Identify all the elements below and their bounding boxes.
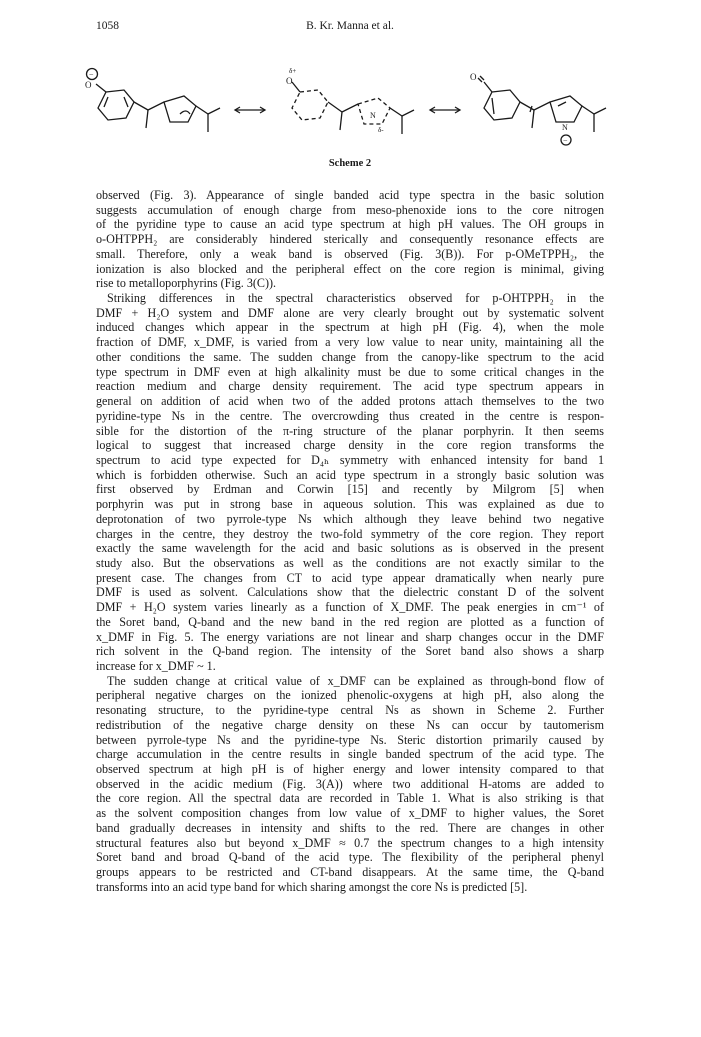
text-line: o-OHTPPH₂ are considerably hindered sterically and consequently resonance effects are <box>96 232 604 247</box>
text-line: porphyrin was put in strong base in aqueous solution. This was explained as due to <box>96 497 604 512</box>
text-line: suggests accumulation of enough charge from meso-phenoxide ions to the core nitrogen <box>96 202 604 217</box>
running-title: B. Kr. Manna et al. <box>306 20 394 32</box>
quinoid-ring-3 <box>484 90 520 120</box>
text-line: Soret band and broad Q-band of the acid type. The flexibility of the peripheral phenyl <box>96 850 604 865</box>
text-line: DMF is used as solvent. Calculations show that the dielectric constant D of the solvent <box>96 585 604 600</box>
pyrrole-ring-1 <box>164 96 196 122</box>
text-line: present case. The changes from CT to acid type appear dramatically when nearly pure <box>96 570 604 585</box>
text-line: logical to suggest that increased charge density in the core region transforms the <box>96 438 604 453</box>
text-line: reaction medium and charge density requirement. The acid type spectrum appears in <box>96 379 604 394</box>
text-line: small. Therefore, only a weak band is observed (Fig. 3(B)). For p-OMeTPPH₂, the <box>96 246 604 261</box>
text-line: first observed by Erdman and Corwin [15] and recently by Milgrom [5] when <box>96 482 604 497</box>
text-line: redistribution of the negative charge density on these Ns can occur by tautomerism <box>96 717 604 732</box>
text-line: which is forbidden otherwise. Such an acid type spectrum in a strongly basic solution was <box>96 467 604 482</box>
phenyl-ring-1 <box>98 90 134 120</box>
text-line: DMF + H₂O system and DMF alone are very clearly brought out by systematic solvent <box>96 305 604 320</box>
text-line: observed in the acidic medium (Fig. 3(A)) where two additional H-atoms are added to <box>96 776 604 791</box>
phenyl-ring-2 <box>292 90 328 120</box>
text-line: DMF + H₂O system varies linearly as a function of X_DMF. The peak energies in cm⁻¹ of <box>96 600 604 615</box>
text-line: groups appears to be restricted and CT-band disappears. At the same time, the Q-band <box>96 865 604 880</box>
text-line: deprotonation of two pyrrole-type Ns which although they leave behind two negative <box>96 511 604 526</box>
text-line: increase for x_DMF ~ 1. <box>96 659 216 673</box>
text-line: the core region. All the spectral data are recorded in Table 1. What is also striking is that <box>96 791 604 806</box>
text-line: structural features also but beyond x_DMF ≈ 0.7 the spectrum changes to a high intensity <box>96 835 604 850</box>
text-line: induced changes which appear in the spectrum at high pH (Fig. 4), when the mole <box>96 320 604 335</box>
text-line: type spectrum in DMF even at high alkalinity must be due to some critical changes in the <box>96 364 604 379</box>
text-line: observed (Fig. 3). Appearance of single banded acid type spectra in the basic solution <box>96 188 604 202</box>
scheme-label: N <box>562 123 568 132</box>
text-line: transforms into an acid type band for which sharing amongst the core Ns is predicted [5]. <box>96 879 528 894</box>
text-line: rise to metalloporphyrins (Fig. 3(C)). <box>96 276 277 291</box>
text-line: as the solvent composition changes from low value of x_DMF to higher values, the Soret <box>96 806 604 821</box>
text-line: x_DMF in Fig. 5. The energy variations are not linear and sharp changes occur in the DMF <box>96 629 604 644</box>
page-header <box>96 20 604 36</box>
scheme-label: O <box>470 72 477 82</box>
scheme-label: N <box>370 111 376 120</box>
scheme-label: O <box>85 80 92 90</box>
text-line: study also. But the observations as well as the conditions are not exactly similar to the <box>96 555 604 570</box>
body-text <box>96 188 604 895</box>
text-line: band gradually decreases in intensity and shifts to the red. There are changes in other <box>96 820 604 835</box>
pyrrole-ring-3 <box>550 96 582 122</box>
text-line: The sudden change at critical value of x_DMF can be explained as through-bond flow of <box>107 673 604 688</box>
text-line: charges in the centre, they destroy the two-fold symmetry of the core region. They report <box>96 526 604 541</box>
text-line: sible for the distortion of the π-ring structure of the planar porphyrin. It then seems <box>96 423 604 438</box>
scheme-label: − <box>563 136 568 145</box>
scheme-label: δ+ <box>289 67 297 75</box>
text-line: observed spectrum at high pH is of higher energy and lower intensity compared to that <box>96 762 604 777</box>
text-line: pyridine-type Ns in the centre. The overcrowding thus created in the centre is respon- <box>96 408 604 423</box>
text-line: rich solvent in the Q-band region. The intensity of the Soret band also shows a sharp <box>96 644 604 659</box>
text-line: fraction of DMF, x_DMF, is varied from a very low value to near unity, maintaining all the <box>96 335 604 350</box>
text-line: other conditions the same. The sudden change from the canopy-like spectrum to the acid <box>96 349 604 364</box>
text-line: ionization is also blocked and the peripheral effect on the core region is minimal, giving <box>96 261 604 276</box>
text-line: spectrum to acid type expected for D₄ₕ symmetry with enhanced intensity for band 1 <box>96 452 604 467</box>
text-line: general on addition of acid when two of the added protons attach themselves to the two <box>96 394 604 409</box>
scheme-caption: Scheme 2 <box>328 158 372 169</box>
page-number: 1058 <box>96 20 119 32</box>
scheme-2-figure <box>80 62 620 152</box>
text-line: Striking differences in the spectral characteristics observed for p-OHTPPH₂ in the <box>107 291 604 306</box>
paragraph <box>96 291 604 674</box>
paragraph <box>96 188 604 291</box>
text-line: peripheral negative charges on the ionized phenolic-oxygens at high pH, also along the <box>96 688 604 703</box>
text-line: charge accumulation in the centre results in single banded spectrum of the acid type. The <box>96 747 604 762</box>
text-line: resonating structure, to the pyridine-type central Ns as shown in Scheme 2. Further <box>96 703 604 718</box>
text-line: of the pyridine type to cause an acid type spectrum at high pH values. The OH groups in <box>96 217 604 232</box>
scheme-label: O <box>286 76 293 86</box>
text-line: between pyrrole-type Ns and the pyridine-type Ns. Steric distortion primarily caused by <box>96 732 604 747</box>
scheme-label: − <box>89 70 94 79</box>
paragraph <box>96 674 604 895</box>
text-line: the Soret band, Q-band and the new band in the red region are plotted as a function of <box>96 614 604 629</box>
scheme-label: δ- <box>378 126 384 134</box>
text-line: exactly the same wavelength for the acid and basic solutions as is observed in the present <box>96 541 604 556</box>
